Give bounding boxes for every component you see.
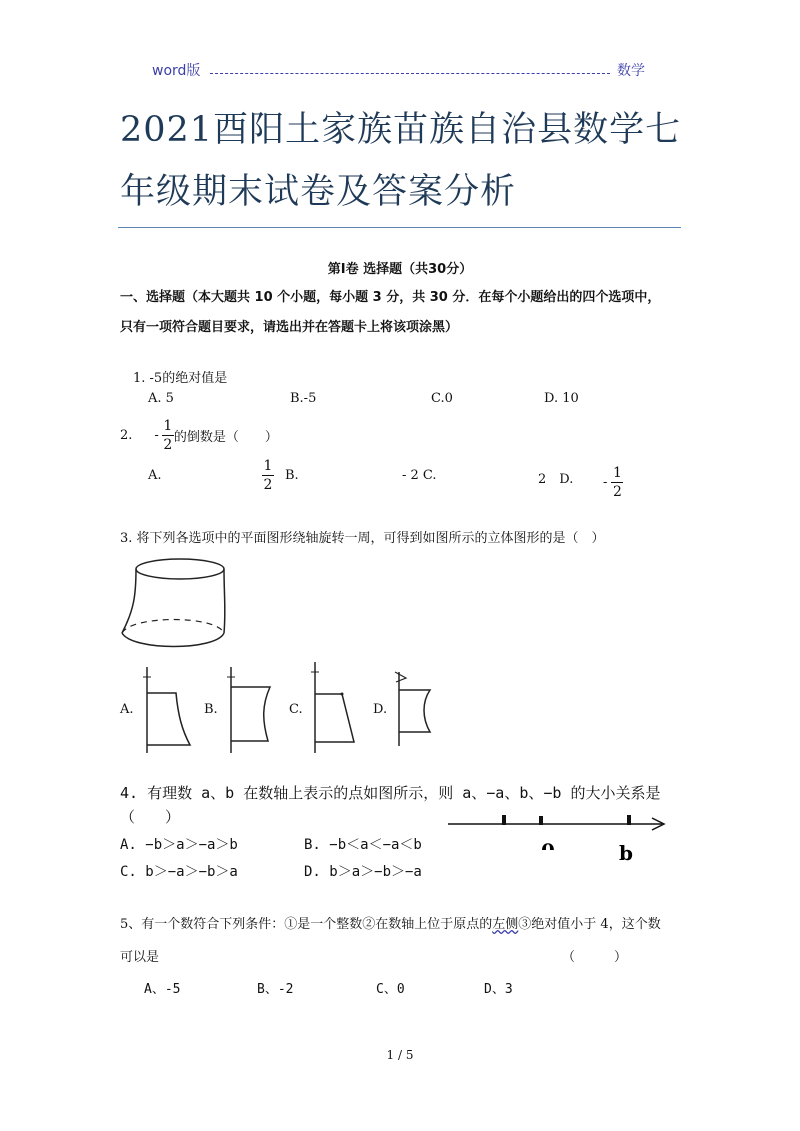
q5-stem-emphasis: 左侧 [492,917,519,932]
title-rule [118,227,681,228]
title-line-1: 2021酉阳土家族苗族自治县数学七 [120,110,682,150]
q3-option-d-shape [390,668,440,748]
q2-negative-sign: - [154,428,159,443]
title-line-2: 年级期末试卷及答案分析 [120,172,517,212]
q5-stem-end: ③绝对值小于 4，这个数 [518,917,661,932]
header-divider [210,73,610,74]
number-line-label-b: b [619,841,633,865]
q2-number: 2. [120,428,133,443]
q5-paren: （ ） [562,950,628,965]
q2-option-a-label: A. [148,468,162,483]
q5-option-a: A、-5 [144,982,181,997]
q3-option-c-shape [306,660,366,755]
q2-fraction-numerator: 1 [163,418,173,434]
number-line-label-mask [470,850,570,870]
instructions-line-2: 只有一项符合题目要求，请选出并在答题卡上将该项涂黑） [120,320,459,335]
q5-stem [120,913,661,932]
q2-option-b-label: B. [285,468,299,483]
q4-option-a: A. −b＞a＞−a＞b [120,837,238,853]
q1-stem: 1. -5的绝对值是 [133,371,228,386]
q3-option-a-label: A. [120,702,134,717]
q5-stem-line-2: 可以是 [120,950,160,965]
q3-option-b-label: B. [204,702,218,717]
q5-stem-start: 5、有一个数符合下列条件：①是一个整数②在数轴上位于原点的 [120,917,493,932]
q2-option-d-value [603,466,623,499]
q1-option-b: B.-5 [290,391,317,406]
q3-option-d-label: D. [373,702,388,717]
q3-solid-figure [118,555,230,655]
q2-option-c-value-d-label: 2 D. [538,472,574,487]
q3-option-c-label: C. [289,702,303,717]
q1-option-d: D. 10 [544,391,579,406]
q3-option-a-shape [138,665,198,755]
page-number: 1 / 5 [386,1048,414,1062]
instructions-line-1: 一、选择题（本大题共 10 个小题，每小题 3 分，共 30 分．在每个小题给出的四个选项中， [120,290,661,305]
q2-fraction [162,419,174,452]
q2-fraction-denominator: 2 [163,437,173,453]
q3-option-b-shape [222,665,282,755]
q1-option-c: C.0 [431,391,453,406]
q2-suffix: 的倒数是（ ） [173,430,278,445]
q2-a-denominator: 2 [263,477,273,493]
q4-option-d: D. b＞a＞−b＞−a [304,864,422,880]
q4-paren: （ ） [120,808,181,826]
number-line-tick-0 [539,816,543,825]
section-heading: 第Ⅰ卷 选择题（共30分） [327,262,473,277]
q4-option-b: B. −b＜a＜−a＜b [304,837,422,853]
q2-option-a-fraction [262,459,274,492]
q5-option-c: C、0 [376,982,405,997]
q4-stem: 4. 有理数 a、b 在数轴上表示的点如图所示，则 a、−a、b、−b 的大小关系是 [120,784,661,802]
q3-stem: 3. 将下列各选项中的平面图形绕轴旋转一周，可得到如图所示的立体图形的是（ ） [120,531,605,546]
q5-option-b: B、-2 [257,982,294,997]
q2-stem [120,419,278,452]
q2-d-denominator: 2 [612,484,622,500]
q2-d-negative: - [603,475,608,490]
q5-option-d: D、3 [484,982,513,997]
header-left: word版 [152,63,201,79]
q1-option-a: A. 5 [148,391,174,406]
number-line-tick-a [502,815,506,825]
q2-option-b-value-c-label: - 2 C. [402,468,437,483]
number-line-tick-b [627,815,631,825]
q4-option-c: C. b＞−a＞−b＞a [120,864,238,880]
header-right: 数学 [617,63,645,79]
q2-d-numerator: 1 [612,465,622,481]
q2-a-numerator: 1 [263,458,273,474]
